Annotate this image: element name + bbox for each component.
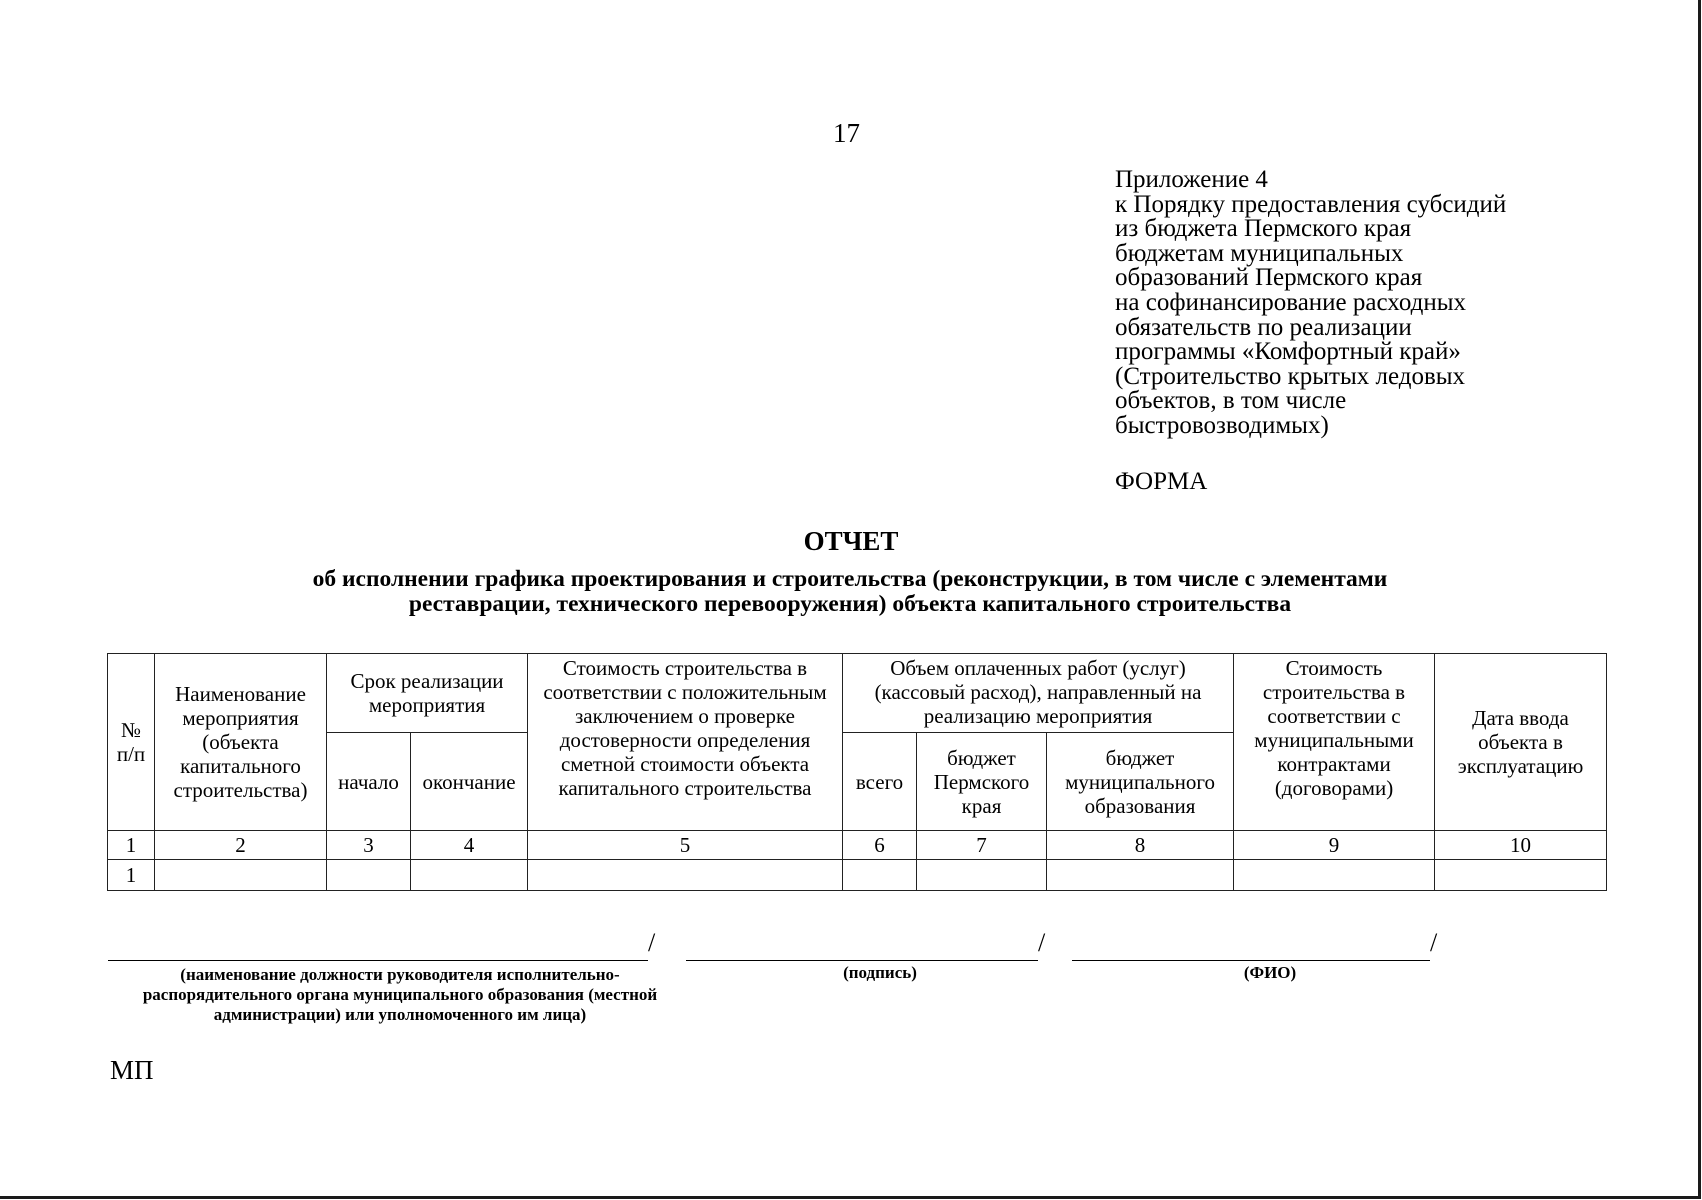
header-cost-conclusion: Стоимость строительства в соответствии с положительным заключением о проверке достоверности определения сметной стоимости объекта капитального строительства: [528, 654, 843, 831]
table-cell: [327, 860, 411, 891]
table-cell: 1: [108, 860, 155, 891]
table-row: [108, 860, 1607, 891]
header-term: Срок реализации мероприятия: [327, 654, 528, 733]
column-number-row: [108, 831, 1607, 860]
report-table: [107, 653, 1607, 891]
header-term-start: начало: [327, 733, 411, 831]
position-signature-line: [108, 960, 648, 961]
report-subtitle-line: реставрации, технического перевооружения) объекта капитального строительства: [408, 591, 1292, 617]
column-number: 8: [1047, 831, 1234, 860]
stamp-label: МП: [110, 1055, 154, 1085]
appendix-line: объектов, в том числе: [1115, 387, 1347, 415]
column-number: 9: [1234, 831, 1435, 860]
signature-separator: /: [1430, 928, 1438, 957]
form-label: ФОРМА: [1115, 468, 1208, 495]
header-paid-region-budget: бюджет Пермского края: [917, 733, 1047, 831]
table-cell: [411, 860, 528, 891]
table-cell: [917, 860, 1047, 891]
appendix-line: программы «Комфортный край»: [1115, 338, 1461, 366]
column-number: 2: [155, 831, 327, 860]
header-number: № п/п: [108, 654, 155, 831]
table-cell: [155, 860, 327, 891]
column-number: 1: [108, 831, 155, 860]
name-caption: (ФИО): [1243, 963, 1297, 982]
table-cell: [843, 860, 917, 891]
appendix-line: из бюджета Пермского края: [1115, 215, 1412, 243]
report-subtitle-line: об исполнении графика проектирования и строительства (реконструкции, в том числе с элементами: [312, 566, 1388, 592]
appendix-line: Приложение 4: [1115, 166, 1268, 193]
header-term-end: окончание: [411, 733, 528, 831]
signature-separator: /: [648, 928, 656, 957]
report-subtitle: [150, 567, 1550, 617]
table-cell: [528, 860, 843, 891]
column-number: 6: [843, 831, 917, 860]
header-paid-total: всего: [843, 733, 917, 831]
page-number: 17: [833, 118, 860, 148]
table-cell: [1435, 860, 1607, 891]
column-number: 10: [1435, 831, 1607, 860]
header-paid-volume: Объем оплаченных работ (услуг) (кассовый расход), направленный на реализацию мероприятия: [843, 654, 1234, 733]
table-cell: [1234, 860, 1435, 891]
header-activity-name: Наименование мероприятия (объекта капитального строительства): [155, 654, 327, 831]
appendix-line: быстровозводимых): [1115, 411, 1329, 439]
appendix-line: бюджетам муниципальных: [1115, 239, 1404, 267]
appendix-line: к Порядку предоставления субсидий: [1115, 190, 1507, 218]
column-number: 3: [327, 831, 411, 860]
appendix-line: обязательств по реализации: [1115, 313, 1412, 341]
appendix-line: (Строительство крытых ледовых: [1115, 362, 1466, 390]
appendix-line: на софинансирование расходных: [1115, 288, 1466, 316]
table-cell: [1047, 860, 1234, 891]
appendix-reference: [1115, 168, 1585, 439]
column-number: 4: [411, 831, 528, 860]
column-number: 5: [528, 831, 843, 860]
column-number: 7: [917, 831, 1047, 860]
signature-line: [686, 960, 1038, 961]
position-caption: (наименование должности руководителя исполнительно-распорядительного органа муниципального образования (местной администрации) или уполномоченного им лица): [142, 965, 658, 1024]
appendix-line: образований Пермского края: [1115, 264, 1423, 292]
report-title: ОТЧЕТ: [803, 526, 899, 556]
header-cost-contracts: Стоимость строительства в соответствии с муниципальными контрактами (договорами): [1234, 654, 1435, 831]
header-paid-municipal-budget: бюджет муниципального образования: [1047, 733, 1234, 831]
header-commissioning-date: Дата ввода объекта в эксплуатацию: [1435, 654, 1607, 831]
signature-caption: (подпись): [843, 963, 917, 982]
name-signature-line: [1072, 960, 1430, 961]
signature-separator: /: [1038, 928, 1046, 957]
